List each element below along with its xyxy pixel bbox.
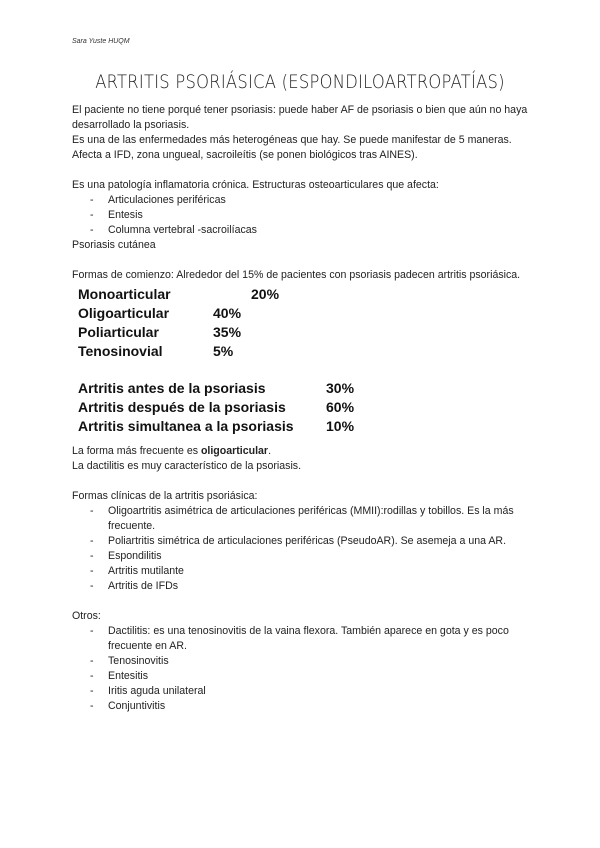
- others-lead: Otros:: [72, 610, 101, 622]
- most-frequent-form: oligoarticular: [200, 445, 269, 457]
- intro-paragraph-2: Es una de las enfermedades más heterogéneas que hay. Se puede manifestar de 5 maneras. Afecta a IFD, zona ungueal, sacroileítis (se ponen biológicos tras AINES).: [72, 134, 512, 161]
- list-item: - Iritis aguda unilateral: [72, 684, 534, 699]
- table-row: [72, 304, 534, 323]
- table-label: Artritis después de la psoriasis: [78, 399, 286, 415]
- list-item: - Tenosinovitis: [72, 654, 534, 669]
- table-value: 40%: [213, 305, 242, 321]
- most-frequent-suffix: .: [268, 445, 272, 457]
- list-item: - Entesitis: [72, 669, 534, 684]
- table-value: 20%: [251, 286, 280, 302]
- list-item: - Articulaciones periféricas: [72, 193, 534, 208]
- table-row: [72, 398, 534, 417]
- table-row: [72, 342, 534, 361]
- clinical-list: [72, 504, 534, 594]
- list-item: - Dactilitis: es una tenosinovitis de la vaina flexora. También aparece en gota y es poco frecuente en AR.: [72, 624, 534, 654]
- page-title: ARTRITIS PSORIÁSICA (ESPONDILOARTROPATÍAS): [95, 71, 505, 93]
- table-row: [72, 323, 534, 342]
- table-value: 10%: [326, 418, 355, 434]
- table-label: Monoarticular: [78, 286, 171, 302]
- author-header: Sara Yuste HUQM: [72, 38, 130, 45]
- table-label: Artritis antes de la psoriasis: [78, 380, 266, 396]
- onset-lead: Formas de comienzo: Alrededor del 15% de pacientes con psoriasis padecen artritis psoriásica.: [72, 269, 521, 281]
- list-item: - Oligoartritis asimétrica de articulaciones periféricas (MMII):rodillas y tobillos. Es la más frecuente.: [72, 504, 534, 534]
- table-label: Artritis simultanea a la psoriasis: [78, 418, 294, 434]
- structures-after: Psoriasis cutánea: [72, 239, 156, 251]
- onset-timing-table: [72, 379, 534, 436]
- others-list: [72, 624, 534, 714]
- table-label: Tenosinovial: [78, 343, 163, 359]
- list-item: - Artritis mutilante: [72, 564, 534, 579]
- table-row: [72, 379, 534, 398]
- clinical-lead: Formas clínicas de la artritis psoriásica:: [72, 490, 258, 502]
- table-label: Oligoarticular: [78, 305, 170, 321]
- table-value: 5%: [213, 343, 234, 359]
- table-value: 35%: [213, 324, 242, 340]
- intro-paragraph-1: El paciente no tiene porqué tener psoriasis: puede haber AF de psoriasis o bien que aún no haya desarrollado la psoriasis.: [72, 104, 528, 131]
- most-frequent-prefix: La forma más frecuente es: [72, 445, 201, 457]
- table-value: 60%: [326, 399, 355, 415]
- list-item: - Entesis: [72, 208, 534, 223]
- table-row: [72, 285, 534, 304]
- structures-lead: Es una patología inflamatoria crónica. Estructuras osteoarticulares que afecta:: [72, 179, 439, 191]
- onset-forms-table: [72, 285, 534, 361]
- table-label: Poliarticular: [78, 324, 159, 340]
- table-row: [72, 417, 534, 436]
- list-item: - Artritis de IFDs: [72, 579, 534, 594]
- list-item: - Espondilitis: [72, 549, 534, 564]
- list-item: - Poliartritis simétrica de articulaciones periféricas (PseudoAR). Se asemeja a una AR.: [72, 534, 534, 549]
- list-item: - Conjuntivitis: [72, 699, 534, 714]
- structures-list: [72, 193, 534, 238]
- dactilitis-line: La dactilitis es muy característico de la psoriasis.: [72, 460, 302, 472]
- table-value: 30%: [326, 380, 355, 396]
- most-frequent-line: [72, 444, 534, 459]
- document-body: [72, 103, 534, 714]
- list-item: - Columna vertebral -sacroilíacas: [72, 223, 534, 238]
